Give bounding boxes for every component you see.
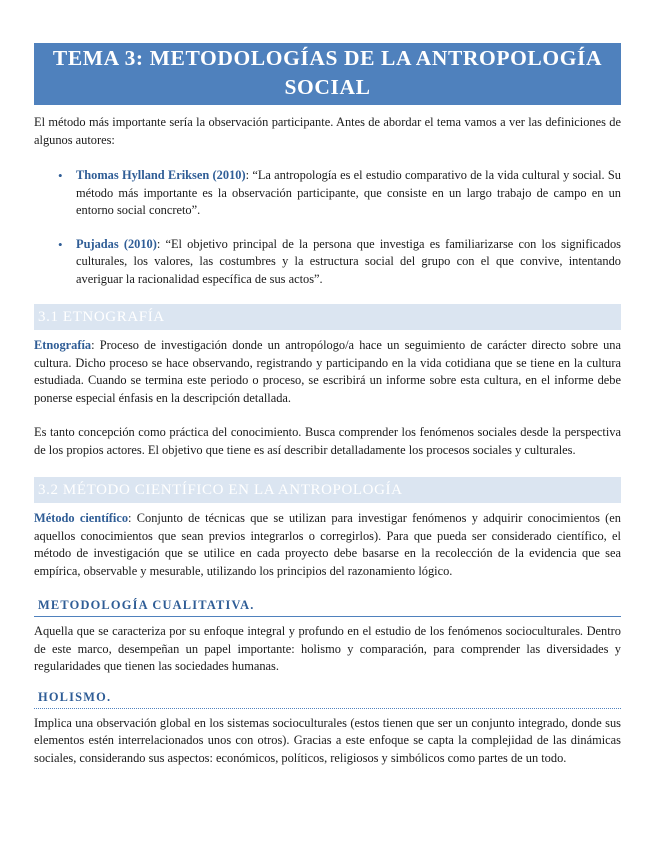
list-item [34,167,621,220]
section-heading-metodo: 3.2 MÉTODO CIENTÍFICO EN LA ANTROPOLOGÍA [34,477,621,503]
subheading-holismo: HOLISMO. [34,690,621,709]
bullet-icon: • [58,236,63,252]
etnografia-paragraph: Etnografía: Proceso de investigación donde un antropólogo/a hace un seguimiento de carácter directo sobre una cultura. Dicho proceso se hace observando, registrando y participando en la vida cotidiana que se tiene en la cultura estudiada. Cuando se termina este periodo o proceso, se escribirá un informe sobre esta cultura, en el informe debe ponerse especial énfasis en la descripción detallada. [34,338,621,405]
section-heading-etnografia: 3.1 ETNOGRAFÍA [34,304,621,330]
cualitativa-paragraph: Aquella que se caracteriza por su enfoque integral y profundo en el estudio de los fenómenos socioculturales. Dentro de este marco, desempeñan un papel importante: holismo y comparación, para comprender las diversidades y regularidades que tienen las sociedades humanas. [34,624,621,673]
list-item [34,236,621,289]
definition-text: : “El objetivo principal de la persona que investiga es familiarizarse con los significados culturales, los valores, las costumbres y la estructura social del grupo con el que convive, intentando averiguar la racionalidad específica de sus actos”. [76,236,621,286]
author-name: Pujadas (2010) [76,236,157,251]
document-page [34,43,621,767]
subheading-cualitativa: METODOLOGÍA CUALITATIVA. [34,598,621,617]
definition-text: : “La antropología es el estudio comparativo de la vida cultural y social. Su método más importante es la observación participante, que consiste en un largo trabajo de campo en un entorno social concreto”. [76,168,622,217]
intro-paragraph: El método más importante sería la observación participante. Antes de abordar el tema vamos a ver las definiciones de algunos autores: [34,115,621,147]
term-label: Método científico [34,511,129,525]
term-label: Etnografía [34,338,92,352]
metodo-paragraph: Método científico: Conjunto de técnicas que se utilizan para investigar fenómenos y adquirir conocimientos (en aquellos conocimientos que sean previos integrarlos o corregirlos). Para que pueda ser considerado científico, el método de investigación que se utilice en cada proyecto debe basarse en la recolección de la evidencia que sea empírica, observable y mesurable, utilizando los principios del razonamiento lógico. [34,511,621,578]
holismo-paragraph: Implica una observación global en los sistemas socioculturales (estos tienen que ser un conjunto integrado, donde sus elementos estén interrelacionados unos con otros). Gracias a este enfoque se capta la complejidad de las dinámicas sociales, considerando sus aspectos: económicos, políticos, religiosos y simbólicos como partes de un todo. [34,715,621,765]
etnografia-paragraph-2: Es tanto concepción como práctica del conocimiento. Busca comprender los fenómenos sociales desde la perspectiva de los propios actores. El objetivo que tiene es así describir detalladamente los procesos sociales y culturales. [34,425,621,457]
bullet-icon: • [58,168,63,183]
author-name: Thomas Hylland Eriksen (2010) [76,168,246,182]
definitions-list [34,167,621,288]
page-title: TEMA 3: METODOLOGÍAS DE LA ANTROPOLOGÍA SOCIAL [34,43,621,105]
